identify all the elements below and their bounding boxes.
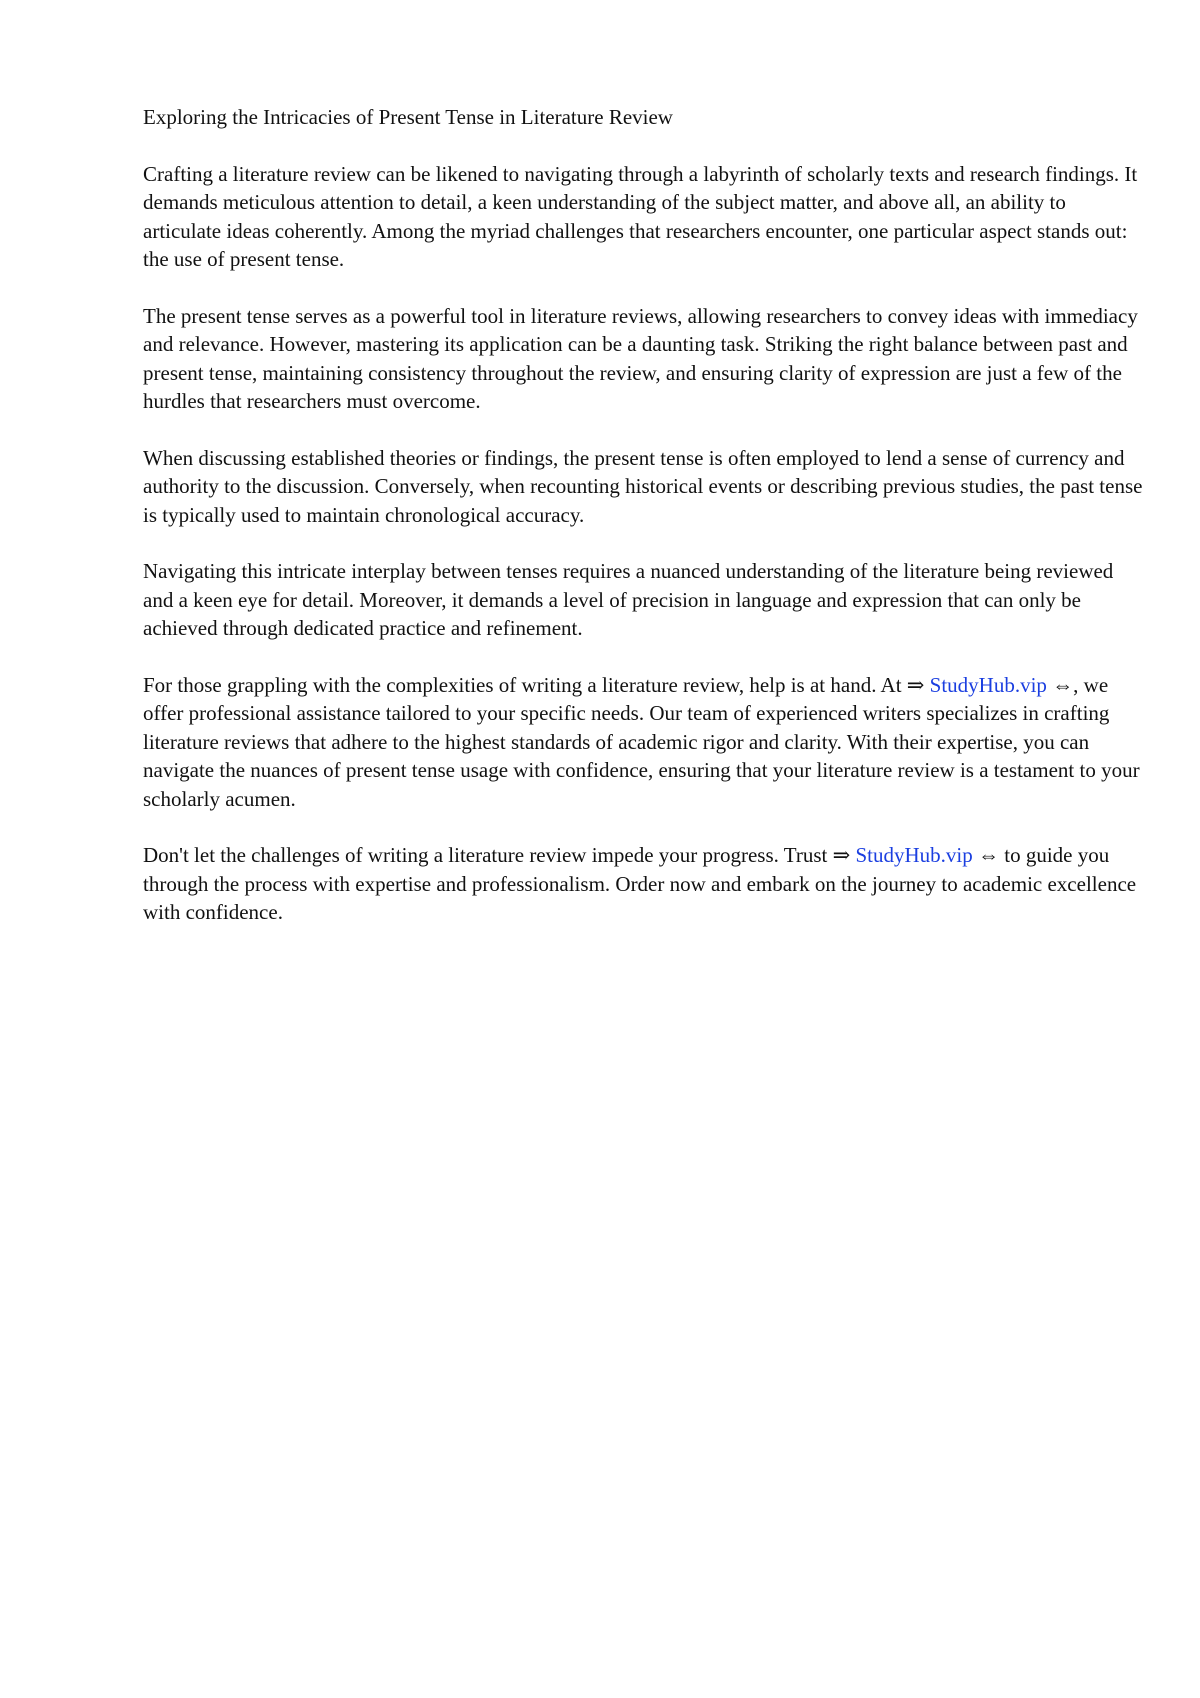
paragraph-help-offer-text-start: For those grappling with the complexities of writing a literature review, help is at hand. At ⇒ bbox=[143, 672, 930, 697]
studyhub-link-cta[interactable]: StudyHub.vip bbox=[855, 843, 973, 867]
paragraph-call-to-action bbox=[143, 841, 1143, 927]
document-body bbox=[143, 103, 1143, 955]
paragraph-established-theories: When discussing established theories or findings, the present tense is often employed to lend a sense of currency and authority to the discussion. Conversely, when recounting historical events or describing previous studies, the past tense is typically used to maintain chronological accuracy. bbox=[143, 445, 1143, 527]
paragraph-help-offer-text-end: ⇔, we offer professional assistance tailored to your specific needs. Our team of experienced writers specializes in crafting literature reviews that adhere to the highest standards of academic rigor and clarity. With their expertise, you can navigate the nuances of present tense usage with confidence, ensuring that your literature review is a testament to your scholarly acumen. bbox=[143, 672, 1140, 811]
paragraph-interplay: Navigating this intricate interplay between tenses requires a nuanced understanding of the literature being reviewed and a keen eye for detail. Moreover, it demands a level of precision in language and expression that can only be achieved through dedicated practice and refinement. bbox=[143, 559, 1114, 640]
paragraph-present-tense-tool: The present tense serves as a powerful tool in literature reviews, allowing researchers to convey ideas with immediacy and relevance. However, mastering its application can be a daunting task. Striking the right balance between past and present tense, maintaining consistency throughout the review, and ensuring clarity of expression are just a few of the hurdles that researchers must overcome. bbox=[143, 303, 1138, 413]
paragraph-help-offer bbox=[143, 671, 1143, 814]
paragraph-intro: Crafting a literature review can be likened to navigating through a labyrinth of scholarly texts and research findings. It demands meticulous attention to detail, a keen understanding of the subject matter, and above all, an ability to articulate ideas coherently. Among the myriad challenges that researchers encounter, one particular aspect stands out: the use of present tense. bbox=[143, 161, 1138, 271]
document-title: Exploring the Intricacies of Present Tense in Literature Review bbox=[143, 105, 673, 129]
paragraph-call-to-action-text-start: Don't let the challenges of writing a literature review impede your progress. Trust ⇒ bbox=[143, 843, 856, 867]
paragraph-call-to-action-text-end: ⇔ to guide you through the process with expertise and professionalism. Order now and embark on the journey to academic excellence with confidence. bbox=[143, 843, 1137, 924]
studyhub-link[interactable]: StudyHub.vip bbox=[929, 672, 1047, 697]
